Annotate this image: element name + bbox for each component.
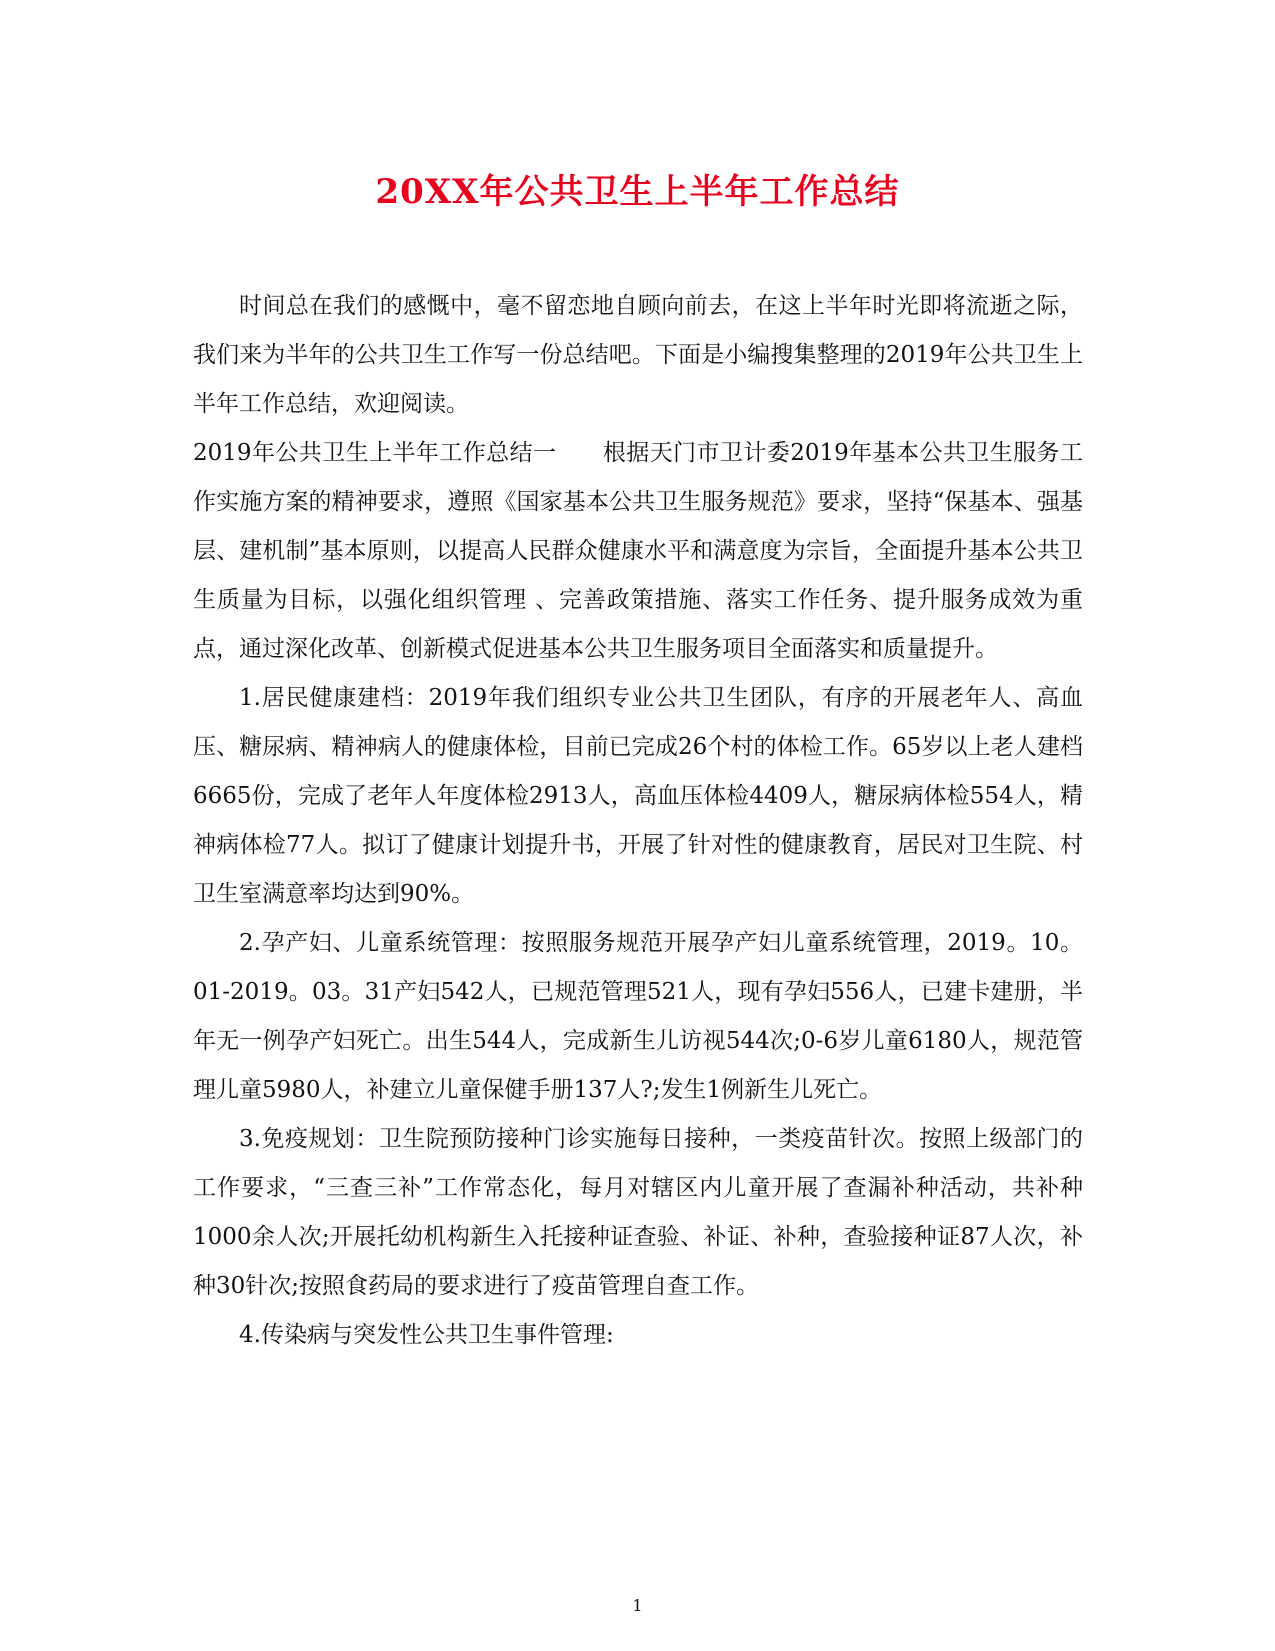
item-4-paragraph: 4.传染病与突发性公共卫生事件管理: (239, 1322, 614, 1348)
item-1-paragraph: 1.居民健康建档：2019年我们组织专业公共卫生团队，有序的开展老年人、高血压、糖尿病、精神病人的健康体检，目前已完成26个村的体检工作。65岁以上老人建档6665份，完成了老年人年度体检2913人，高血压体检4409人，糖尿病体检554人，精神病体检77人。拟订了健康计划提升书，开展了针对性的健康教育，居民对卫生院、村卫生室满意率均达到90%。 (193, 685, 1083, 907)
document-title: 20XX年公共卫生上半年工作总结 (375, 172, 900, 212)
section1-paragraph (193, 429, 1083, 674)
section1-heading: 2019年公共卫生上半年工作总结一 (193, 440, 557, 466)
item-3-paragraph: 3.免疫规划：卫生院预防接种门诊实施每日接种，一类疫苗针次。按照上级部门的工作要求，“三查三补”工作常态化，每月对辖区内儿童开展了查漏补种活动，共补种1000余人次;开展托幼机构新生入托接种证查验、补证、补种，查验接种证87人次，补种30针次;按照食药局的要求进行了疫苗管理自查工作。 (193, 1126, 1083, 1299)
section1-body: 根据天门市卫计委2019年基本公共卫生服务工作实施方案的精神要求，遵照《国家基本公共卫生服务规范》要求，坚持“保基本、强基层、建机制”基本原则，以提高人民群众健康水平和满意度为宗旨，全面提升基本公共卫生质量为目标，以强化组织管理 、完善政策措施、落实工作任务、提升服务成效为重点，通过深化改革、创新模式促进基本公共卫生服务项目全面落实和质量提升。 (193, 440, 1083, 662)
document-body (193, 282, 1083, 1360)
item-2-paragraph: 2.孕产妇、儿童系统管理：按照服务规范开展孕产妇儿童系统管理，2019。10。01-2019。03。31产妇542人，已规范管理521人，现有孕妇556人，已建卡建册，半年无一例孕产妇死亡。出生544人，完成新生儿访视544次;0-6岁儿童6180人，规范管理儿童5980人，补建立儿童保健手册137人?;发生1例新生儿死亡。 (193, 930, 1083, 1103)
intro-paragraph: 时间总在我们的感慨中，毫不留恋地自顾向前去，在这上半年时光即将流逝之际，我们来为半年的公共卫生工作写一份总结吧。下面是小编搜集整理的2019年公共卫生上半年工作总结，欢迎阅读。 (193, 293, 1083, 417)
page-number: 1 (632, 1596, 643, 1615)
